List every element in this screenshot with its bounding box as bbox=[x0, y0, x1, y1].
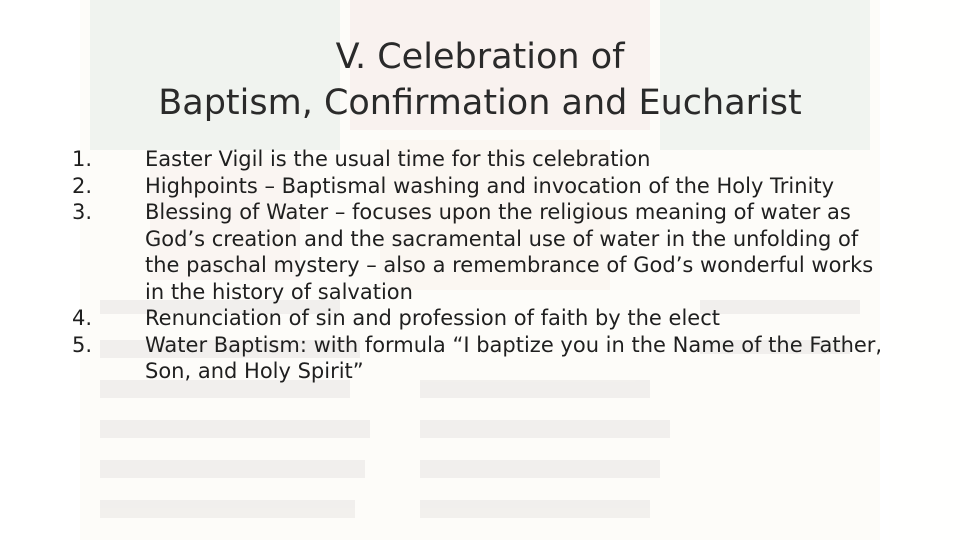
list-item bbox=[72, 332, 892, 385]
title-line-2: Baptism, Confirmation and Eucharist bbox=[158, 83, 802, 123]
numbered-list bbox=[72, 146, 892, 385]
list-number: 5. bbox=[72, 332, 93, 357]
title-line-1: V. Celebration of bbox=[335, 37, 625, 77]
list-item bbox=[72, 173, 892, 200]
list-number: 2. bbox=[72, 173, 93, 198]
list-item bbox=[72, 146, 892, 173]
list-text: Renunciation of sin and profession of faith by the elect bbox=[145, 306, 720, 330]
list-text: Water Baptism: with formula “I baptize you in the Name of the Father, Son, and Holy Spirit” bbox=[145, 332, 883, 383]
list-number: 4. bbox=[72, 306, 93, 330]
list-item bbox=[72, 199, 892, 305]
list-text: Highpoints – Baptismal washing and invocation of the Holy Trinity bbox=[145, 173, 835, 198]
slide-title bbox=[80, 34, 880, 126]
list-text: Blessing of Water – focuses upon the religious meaning of water as God’s creation and the sacramental use of water in the unfolding of the paschal mystery – also a remembrance of God’s wonderful works in the history of salvation bbox=[145, 200, 874, 304]
list-text: Easter Vigil is the usual time for this celebration bbox=[145, 147, 651, 171]
list-number: 3. bbox=[72, 200, 93, 224]
list-item bbox=[72, 305, 892, 332]
list-number: 1. bbox=[72, 147, 93, 171]
